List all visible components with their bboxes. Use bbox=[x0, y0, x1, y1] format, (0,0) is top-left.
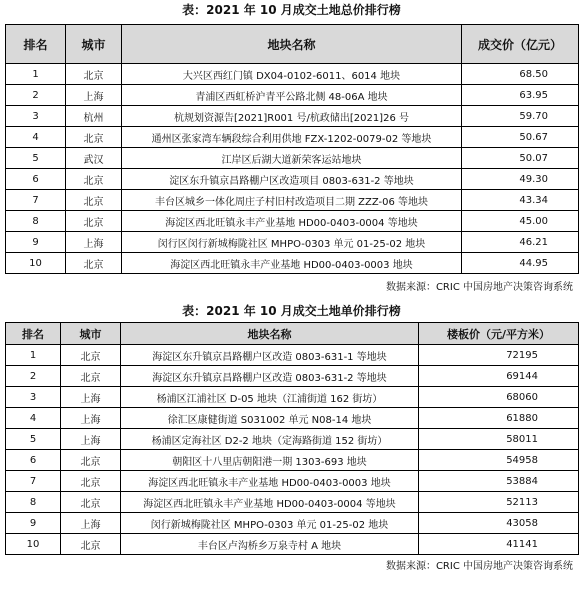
plot-name-cell: 海淀区东升镇京昌路棚户区改造 0803-631-1 等地块 bbox=[121, 345, 419, 366]
table-row bbox=[6, 534, 579, 555]
table-row bbox=[6, 85, 579, 106]
city-cell: 上海 bbox=[61, 513, 121, 534]
value-cell: 61880 bbox=[419, 408, 579, 429]
value-cell: 69144 bbox=[419, 366, 579, 387]
value-cell: 72195 bbox=[419, 345, 579, 366]
plot-name-cell: 通州区张家湾车辆段综合利用供地 FZX-1202-0079-02 等地块 bbox=[122, 127, 462, 148]
total-price-ranking-table bbox=[5, 24, 579, 274]
table-row bbox=[6, 366, 579, 387]
plot-name-cell: 海淀区西北旺镇永丰产业基地 HD00-0403-0003 地块 bbox=[122, 253, 462, 274]
plot-name-cell: 杨浦区江浦社区 D-05 地块（江浦街道 162 街坊） bbox=[121, 387, 419, 408]
table-row bbox=[6, 408, 579, 429]
value-cell: 41141 bbox=[419, 534, 579, 555]
plot-name-cell: 丰台区城乡一体化周庄子村旧村改造项目二期 ZZZ-06 等地块 bbox=[122, 190, 462, 211]
city-cell: 北京 bbox=[61, 366, 121, 387]
table-row bbox=[6, 429, 579, 450]
plot-name-cell: 朝阳区十八里店朝阳港一期 1303-693 地块 bbox=[121, 450, 419, 471]
value-cell: 53884 bbox=[419, 471, 579, 492]
city-cell: 北京 bbox=[66, 64, 122, 85]
city-cell: 北京 bbox=[61, 345, 121, 366]
plot-name-cell: 海淀区西北旺镇永丰产业基地 HD00-0403-0003 地块 bbox=[121, 471, 419, 492]
plot-name-cell: 杭规划资源告[2021]R001 号/杭政储出[2021]26 号 bbox=[122, 106, 462, 127]
value-cell: 68060 bbox=[419, 387, 579, 408]
city-cell: 北京 bbox=[66, 127, 122, 148]
table-row bbox=[6, 190, 579, 211]
rank-cell: 7 bbox=[6, 190, 66, 211]
table1-source: 数据来源：CRIC 中国房地产决策咨询系统 bbox=[385, 282, 573, 293]
value-cell: 44.95 bbox=[462, 253, 579, 274]
rank-cell: 9 bbox=[6, 232, 66, 253]
table-row bbox=[6, 106, 579, 127]
plot-name-cell: 江岸区后湖大道新荣客运站地块 bbox=[122, 148, 462, 169]
city-cell: 上海 bbox=[61, 408, 121, 429]
header-price: 成交价（亿元） bbox=[462, 25, 579, 64]
plot-name-cell: 淀区东升镇京昌路棚户区改造项目 0803-631-2 等地块 bbox=[122, 169, 462, 190]
table-row bbox=[6, 127, 579, 148]
city-cell: 上海 bbox=[61, 429, 121, 450]
table-header-row bbox=[6, 323, 579, 345]
city-cell: 上海 bbox=[66, 232, 122, 253]
value-cell: 52113 bbox=[419, 492, 579, 513]
rank-cell: 8 bbox=[6, 492, 61, 513]
table-row bbox=[6, 345, 579, 366]
table-row bbox=[6, 148, 579, 169]
value-cell: 68.50 bbox=[462, 64, 579, 85]
unit-price-ranking-table bbox=[5, 322, 579, 555]
plot-name-cell: 海淀区西北旺镇永丰产业基地 HD00-0403-0004 等地块 bbox=[122, 211, 462, 232]
rank-cell: 1 bbox=[6, 64, 66, 85]
rank-cell: 2 bbox=[6, 85, 66, 106]
rank-cell: 6 bbox=[6, 169, 66, 190]
rank-cell: 10 bbox=[6, 253, 66, 274]
rank-cell: 2 bbox=[6, 366, 61, 387]
value-cell: 59.70 bbox=[462, 106, 579, 127]
table-row bbox=[6, 492, 579, 513]
header-city: 城市 bbox=[61, 323, 121, 345]
rank-cell: 4 bbox=[6, 408, 61, 429]
rank-cell: 4 bbox=[6, 127, 66, 148]
plot-name-cell: 徐汇区康健街道 S031002 单元 N08-14 地块 bbox=[121, 408, 419, 429]
value-cell: 50.67 bbox=[462, 127, 579, 148]
city-cell: 北京 bbox=[66, 169, 122, 190]
value-cell: 63.95 bbox=[462, 85, 579, 106]
value-cell: 46.21 bbox=[462, 232, 579, 253]
city-cell: 北京 bbox=[66, 190, 122, 211]
value-cell: 49.30 bbox=[462, 169, 579, 190]
city-cell: 上海 bbox=[66, 85, 122, 106]
plot-name-cell: 闵行区闵行新城梅陇社区 MHPO-0303 单元 01-25-02 地块 bbox=[122, 232, 462, 253]
rank-cell: 5 bbox=[6, 429, 61, 450]
table-row bbox=[6, 513, 579, 534]
plot-name-cell: 青浦区西虹桥沪青平公路北侧 48-06A 地块 bbox=[122, 85, 462, 106]
header-plot-name: 地块名称 bbox=[121, 323, 419, 345]
plot-name-cell: 海淀区西北旺镇永丰产业基地 HD00-0403-0004 等地块 bbox=[121, 492, 419, 513]
city-cell: 北京 bbox=[61, 534, 121, 555]
table-row bbox=[6, 64, 579, 85]
rank-cell: 3 bbox=[6, 387, 61, 408]
plot-name-cell: 杨浦区定海社区 D2-2 地块（定海路街道 152 街坊） bbox=[121, 429, 419, 450]
rank-cell: 5 bbox=[6, 148, 66, 169]
header-rank: 排名 bbox=[6, 25, 66, 64]
rank-cell: 3 bbox=[6, 106, 66, 127]
table-header-row bbox=[6, 25, 579, 64]
table-row bbox=[6, 232, 579, 253]
value-cell: 50.07 bbox=[462, 148, 579, 169]
table2-source: 数据来源：CRIC 中国房地产决策咨询系统 bbox=[385, 561, 573, 572]
city-cell: 北京 bbox=[66, 211, 122, 232]
city-cell: 北京 bbox=[61, 492, 121, 513]
value-cell: 43058 bbox=[419, 513, 579, 534]
city-cell: 北京 bbox=[61, 471, 121, 492]
header-city: 城市 bbox=[66, 25, 122, 64]
header-plot-name: 地块名称 bbox=[122, 25, 462, 64]
table2-title: 表：2021 年 10 月成交土地单价排行榜 bbox=[182, 304, 401, 318]
city-cell: 北京 bbox=[61, 450, 121, 471]
rank-cell: 7 bbox=[6, 471, 61, 492]
rank-cell: 1 bbox=[6, 345, 61, 366]
header-floor-price: 楼板价（元/平方米） bbox=[419, 323, 579, 345]
plot-name-cell: 大兴区西红门镇 DX04-0102-6011、6014 地块 bbox=[122, 64, 462, 85]
rank-cell: 10 bbox=[6, 534, 61, 555]
table-row bbox=[6, 211, 579, 232]
value-cell: 45.00 bbox=[462, 211, 579, 232]
table1-title: 表：2021 年 10 月成交土地总价排行榜 bbox=[182, 3, 401, 17]
value-cell: 54958 bbox=[419, 450, 579, 471]
table-row bbox=[6, 471, 579, 492]
table-row bbox=[6, 450, 579, 471]
plot-name-cell: 海淀区东升镇京昌路棚户区改造 0803-631-2 等地块 bbox=[121, 366, 419, 387]
rank-cell: 6 bbox=[6, 450, 61, 471]
table-row bbox=[6, 387, 579, 408]
city-cell: 杭州 bbox=[66, 106, 122, 127]
city-cell: 上海 bbox=[61, 387, 121, 408]
rank-cell: 9 bbox=[6, 513, 61, 534]
plot-name-cell: 丰台区卢沟桥乡万泉寺村 A 地块 bbox=[121, 534, 419, 555]
table-row bbox=[6, 253, 579, 274]
plot-name-cell: 闵行新城梅陇社区 MHPO-0303 单元 01-25-02 地块 bbox=[121, 513, 419, 534]
header-rank: 排名 bbox=[6, 323, 61, 345]
city-cell: 武汉 bbox=[66, 148, 122, 169]
rank-cell: 8 bbox=[6, 211, 66, 232]
table-row bbox=[6, 169, 579, 190]
city-cell: 北京 bbox=[66, 253, 122, 274]
value-cell: 43.34 bbox=[462, 190, 579, 211]
value-cell: 58011 bbox=[419, 429, 579, 450]
